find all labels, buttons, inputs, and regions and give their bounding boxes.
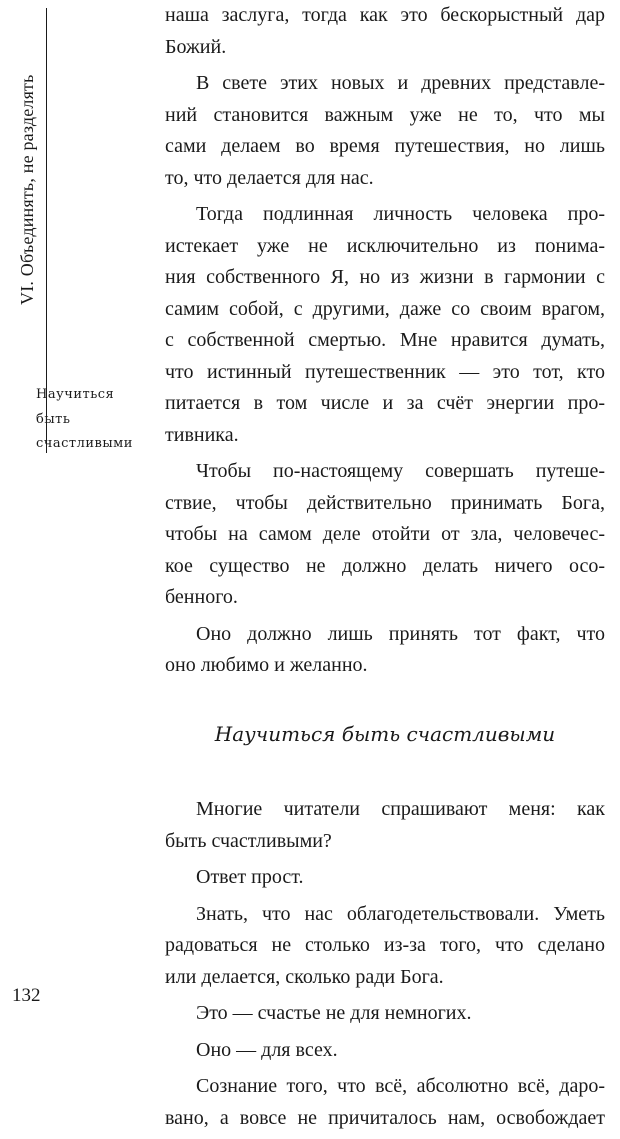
text-line: ния собственного Я, но из жизни в гармонии с xyxy=(165,266,605,288)
text-line: Божий. xyxy=(165,35,227,58)
margin-note-line: счастливыми xyxy=(36,436,133,451)
text-line: бенного. xyxy=(165,586,238,608)
text-line: чтобы на самом деле отойти от зла, человечес- xyxy=(165,523,605,545)
paragraph xyxy=(165,794,605,857)
running-header: VI. Объединять, не разделять xyxy=(17,74,37,305)
text-line: Это — счастье не для немногих. xyxy=(196,1002,472,1024)
text-line: Чтобы по-настоящему совершать путеше- xyxy=(196,460,605,482)
text-line: Оно — для всех. xyxy=(196,1038,338,1061)
paragraph xyxy=(165,0,605,63)
text-line: быть счастливыми? xyxy=(165,829,332,852)
text-line: Оно должно лишь принять тот факт, что xyxy=(196,622,605,645)
text-line: питается в том числе и за счёт энергии про- xyxy=(165,392,605,414)
text-line: истекает уже не исключительно из понима- xyxy=(165,234,605,257)
text-line: сами делаем во время путешествия, но лишь xyxy=(165,135,605,157)
text-line: или делается, сколько ради Бога. xyxy=(165,965,444,988)
paragraph xyxy=(165,619,605,682)
paragraph xyxy=(165,899,605,994)
text-line: кое существо не должно делать ничего осо- xyxy=(165,554,605,577)
text-line: Ответ прост. xyxy=(196,866,304,888)
text-line: тивника. xyxy=(165,423,239,446)
paragraphs-after-heading xyxy=(165,794,605,1134)
text-line: В свете этих новых и древних представле- xyxy=(196,72,605,94)
margin-note xyxy=(36,383,156,457)
text-line: ствие, чтобы действительно принимать Бога, xyxy=(165,491,605,514)
paragraphs-before-heading xyxy=(165,0,605,682)
paragraph xyxy=(165,1035,605,1067)
text-line: с собственной смертью. Мне нравится думать, xyxy=(165,329,605,351)
text-line: наша заслуга, тогда как это бескорыстный дар xyxy=(165,4,605,26)
paragraph xyxy=(165,68,605,194)
paragraph xyxy=(165,456,605,614)
text-line: самим собой, с другими, даже со своим врагом, xyxy=(165,297,605,320)
section-heading: Научиться быть счастливыми xyxy=(214,721,556,746)
paragraph xyxy=(165,1071,605,1134)
body-text xyxy=(165,0,605,1139)
margin-note-line: быть xyxy=(36,411,71,427)
margin-note-line: Научиться xyxy=(36,387,115,402)
text-line: Сознание того, что всё, абсолютно всё, даро- xyxy=(196,1075,605,1097)
text-line: то, что делается для нас. xyxy=(165,166,374,189)
paragraph xyxy=(165,199,605,451)
text-line: радоваться не столько из-за того, что сделано xyxy=(165,934,605,956)
page-number: 132 xyxy=(12,985,41,1006)
text-line: вано, а вовсе не причиталось нам, освобождает xyxy=(165,1106,605,1129)
text-line: оно любимо и желанно. xyxy=(165,654,368,676)
paragraph xyxy=(165,862,605,894)
text-line: Многие читатели спрашивают меня: как xyxy=(196,798,605,820)
text-line: что истинный путешественник — это тот, кто xyxy=(165,360,605,383)
text-line: Знать, что нас облагодетельствовали. Уметь xyxy=(196,902,605,925)
text-line: Тогда подлинная личность человека про- xyxy=(196,203,605,225)
text-line: ний становится важным уже не то, что мы xyxy=(165,103,605,126)
